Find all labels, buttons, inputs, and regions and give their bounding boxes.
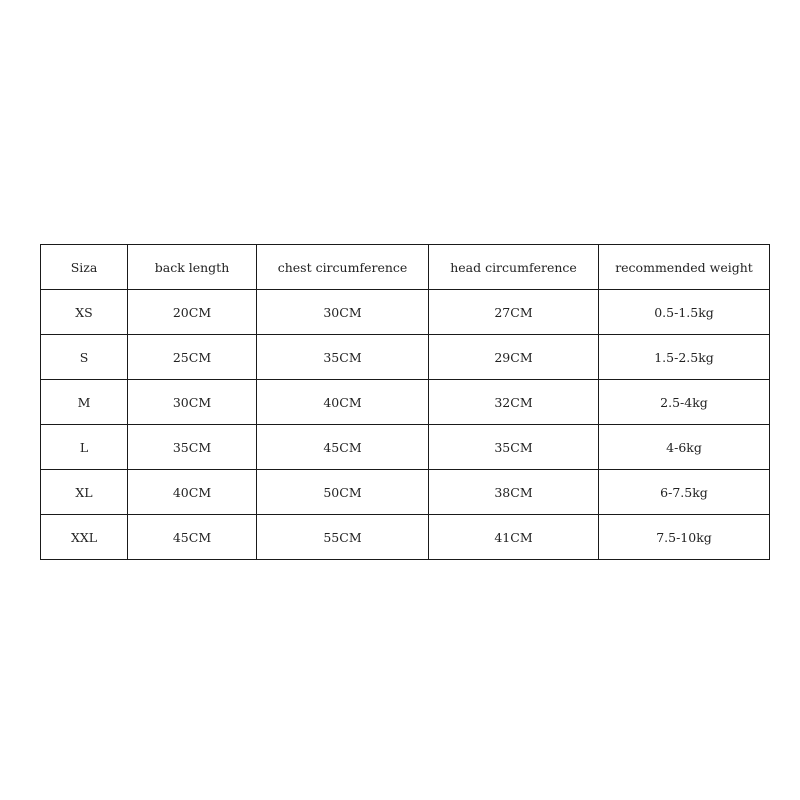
cell-head-circumference: 27CM [429,290,599,335]
cell-size: M [41,380,128,425]
cell-recommended-weight: 0.5-1.5kg [599,290,770,335]
cell-chest-circumference: 40CM [257,380,429,425]
table-row [41,515,770,560]
cell-chest-circumference: 55CM [257,515,429,560]
cell-recommended-weight: 4-6kg [599,425,770,470]
cell-back-length: 40CM [128,470,257,515]
cell-back-length: 20CM [128,290,257,335]
size-chart-table [40,244,770,560]
header-row [41,245,770,290]
header-chest-circumference: chest circumference [257,245,429,290]
cell-size: L [41,425,128,470]
header-back-length: back length [128,245,257,290]
table-row [41,425,770,470]
cell-back-length: 45CM [128,515,257,560]
cell-size: XL [41,470,128,515]
table-row [41,290,770,335]
cell-back-length: 35CM [128,425,257,470]
cell-chest-circumference: 45CM [257,425,429,470]
header-size: Siza [41,245,128,290]
table-row [41,335,770,380]
cell-head-circumference: 41CM [429,515,599,560]
cell-chest-circumference: 30CM [257,290,429,335]
cell-chest-circumference: 35CM [257,335,429,380]
header-head-circumference: head circumference [429,245,599,290]
cell-size: S [41,335,128,380]
cell-back-length: 25CM [128,335,257,380]
cell-recommended-weight: 2.5-4kg [599,380,770,425]
cell-head-circumference: 29CM [429,335,599,380]
table-row [41,380,770,425]
cell-head-circumference: 32CM [429,380,599,425]
cell-size: XXL [41,515,128,560]
cell-chest-circumference: 50CM [257,470,429,515]
cell-recommended-weight: 1.5-2.5kg [599,335,770,380]
table-row [41,470,770,515]
cell-back-length: 30CM [128,380,257,425]
cell-recommended-weight: 7.5-10kg [599,515,770,560]
cell-head-circumference: 35CM [429,425,599,470]
cell-size: XS [41,290,128,335]
cell-head-circumference: 38CM [429,470,599,515]
cell-recommended-weight: 6-7.5kg [599,470,770,515]
header-recommended-weight: recommended weight [599,245,770,290]
